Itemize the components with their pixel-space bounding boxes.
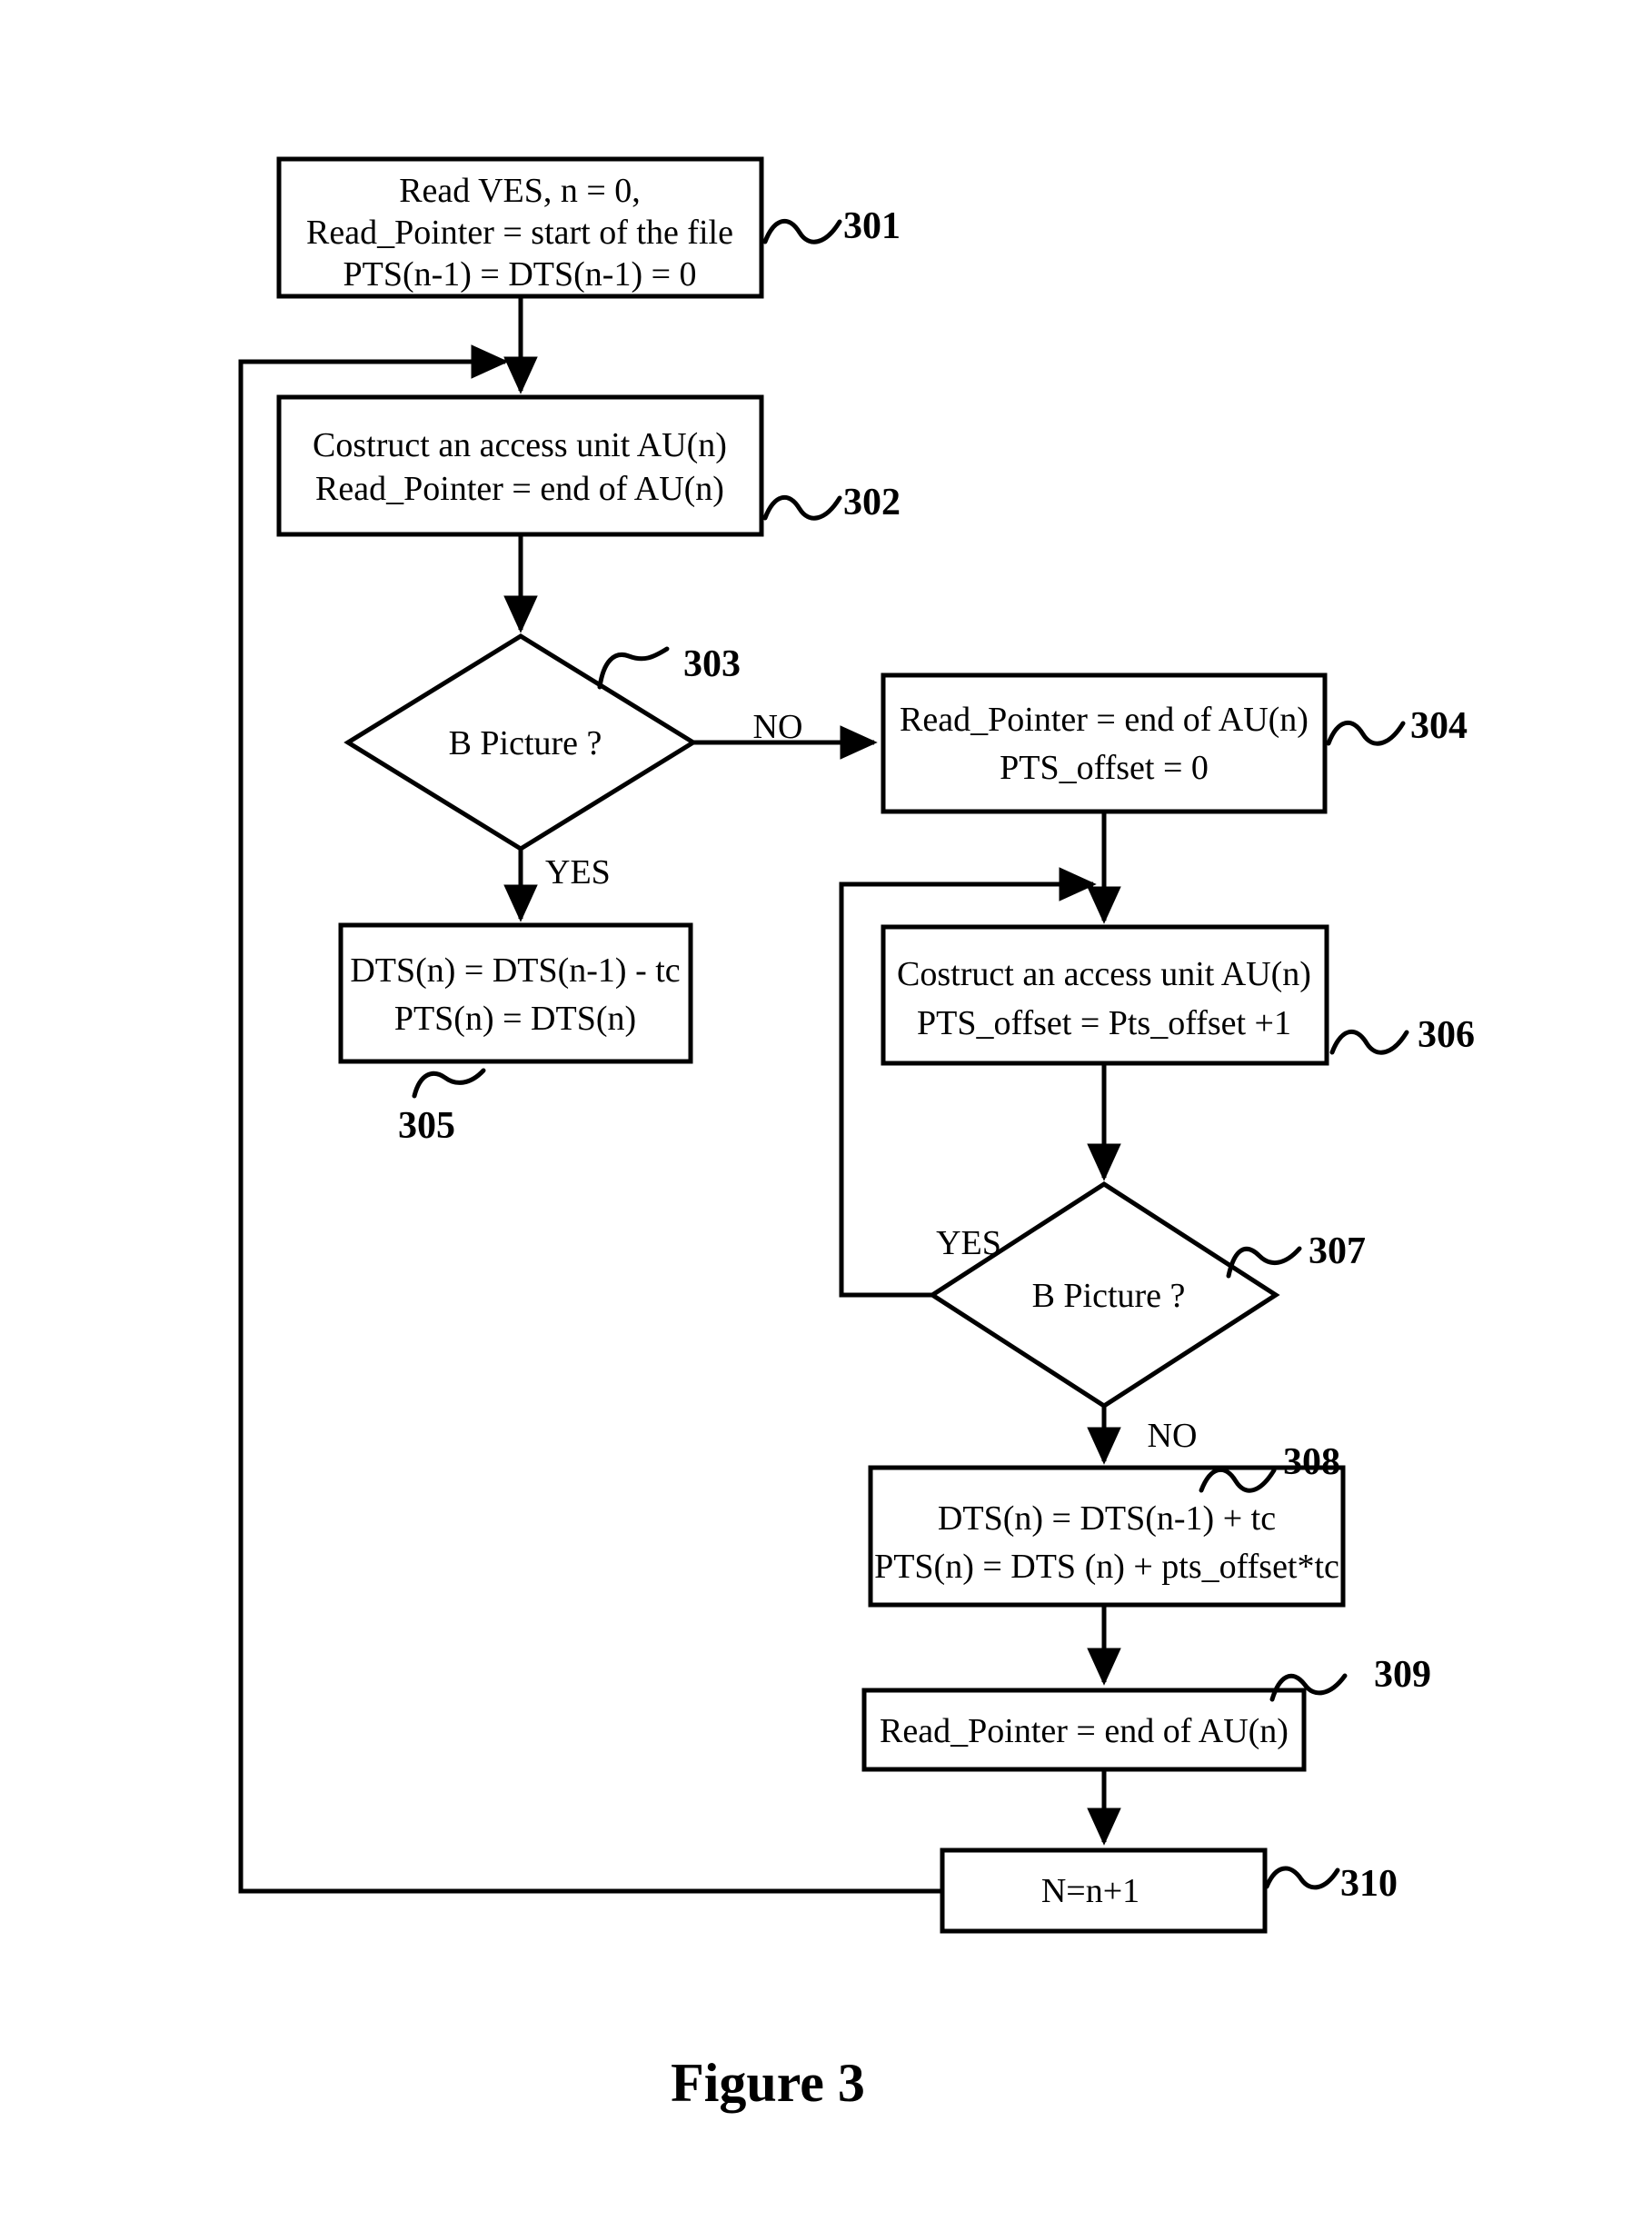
figure-caption: Figure 3 [671,2053,865,2113]
process-box-302-line2: Read_Pointer = end of AU(n) [315,470,724,508]
ref-squiggle-304 [1329,722,1403,743]
decision-diamond-307-text: B Picture ? [1031,1277,1186,1315]
process-box-304-rect [883,675,1325,812]
ref-label-301: 301 [843,205,901,247]
process-box-306 [883,927,1475,1063]
ref-label-306: 306 [1418,1014,1475,1056]
process-box-304-line2: PTS_offset = 0 [1000,749,1209,787]
branch-label-303-no: NO [752,708,803,746]
process-box-305-rect [341,925,691,1061]
ref-squiggle-303 [600,649,667,687]
decision-diamond-303-text: B Picture ? [448,724,602,762]
process-box-310-line1: N=n+1 [1040,1872,1140,1910]
ref-squiggle-306 [1332,1031,1407,1052]
process-box-308 [871,1441,1343,1605]
ref-label-302: 302 [843,482,901,523]
ref-label-309: 309 [1374,1654,1431,1696]
process-box-310 [942,1850,1398,1931]
decision-diamond-307 [932,1184,1366,1455]
ref-label-310: 310 [1340,1863,1398,1905]
process-box-309-line1: Read_Pointer = end of AU(n) [880,1712,1289,1750]
process-box-302-line1: Costruct an access unit AU(n) [313,426,727,464]
process-box-309 [864,1654,1431,1769]
ref-label-308: 308 [1283,1441,1340,1483]
ref-label-304: 304 [1410,705,1468,747]
ref-squiggle-301 [765,221,840,242]
process-box-301 [279,159,901,296]
process-box-304 [883,675,1468,812]
ref-squiggle-310 [1267,1868,1338,1887]
process-box-302 [279,397,901,534]
ref-squiggle-305 [414,1071,483,1096]
process-box-305-line2: PTS(n) = DTS(n) [393,1000,637,1038]
ref-label-303: 303 [683,643,741,685]
process-box-301-line2: Read_Pointer = start of the file [306,214,733,252]
process-box-301-line1: Read VES, n = 0, [399,172,641,210]
process-box-305-line1: DTS(n) = DTS(n-1) - tc [350,951,681,990]
loop-310-to-302 [241,362,942,1891]
process-box-304-line1: Read_Pointer = end of AU(n) [900,701,1309,739]
process-box-306-line2: PTS_offset = Pts_offset +1 [917,1004,1291,1042]
process-box-308-line1: DTS(n) = DTS(n-1) + tc [937,1499,1277,1538]
ref-label-307: 307 [1309,1230,1366,1272]
ref-squiggle-302 [765,497,840,518]
branch-label-307-no: NO [1147,1417,1198,1455]
process-box-301-line3: PTS(n-1) = DTS(n-1) = 0 [343,255,697,294]
branch-label-307-yes: YES [936,1224,1001,1262]
process-box-308-line2: PTS(n) = DTS (n) + pts_offset*tc [874,1548,1339,1586]
decision-diamond-303 [348,636,802,891]
process-box-306-line1: Costruct an access unit AU(n) [897,955,1311,993]
process-box-302-rect [279,397,761,534]
branch-label-303-yes: YES [545,853,611,891]
process-box-306-rect [883,927,1327,1063]
ref-label-305: 305 [398,1105,455,1147]
process-box-305 [341,925,691,1147]
